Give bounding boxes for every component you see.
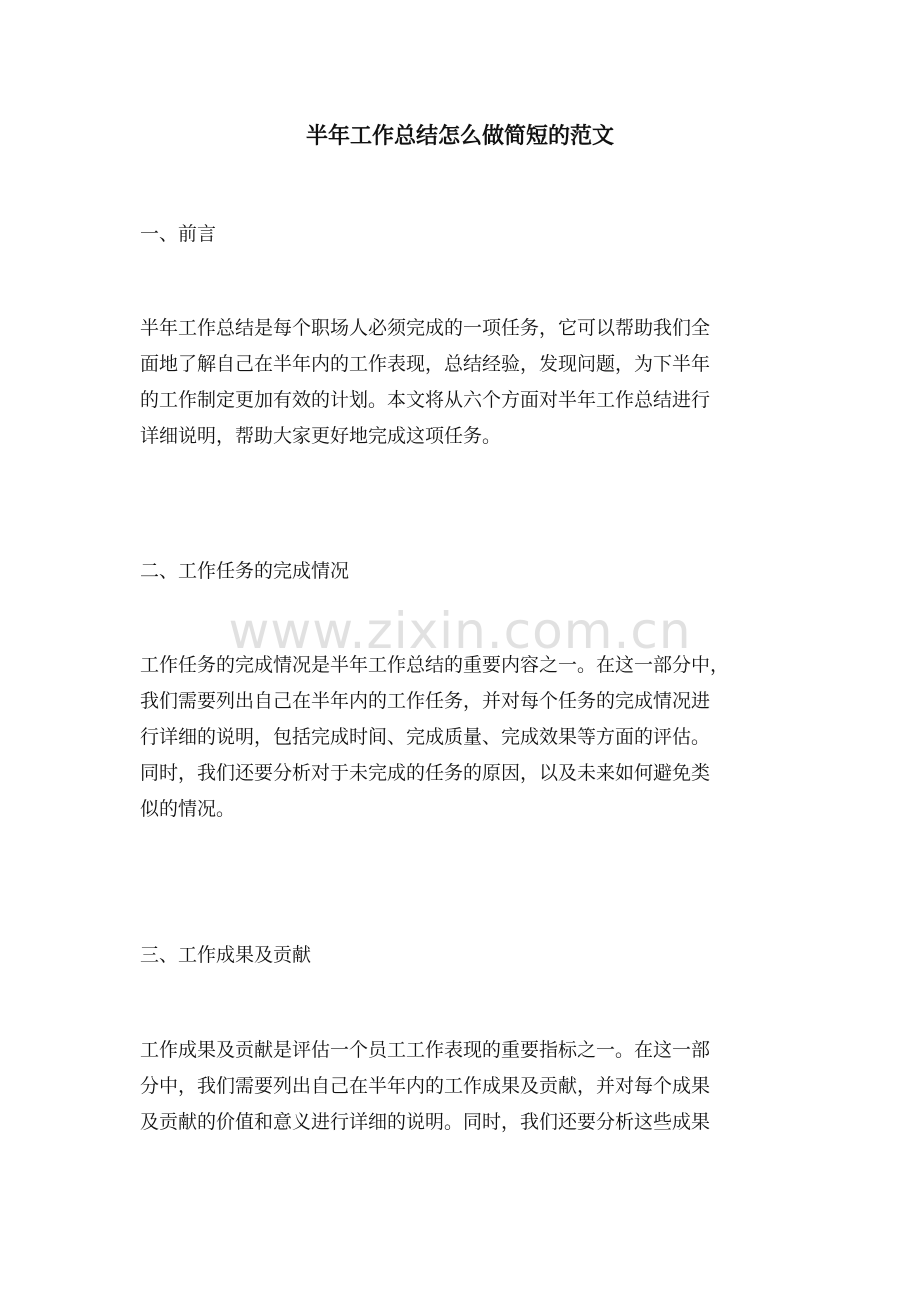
document-title: 半年工作总结怎么做简短的范文 [305,123,614,149]
paragraph-line: 的工作制定更加有效的计划。本文将从六个方面对半年工作总结进行 [140,389,711,411]
section-paragraph-results-contribution [140,1032,790,1140]
paragraph-line: 似的情况。 [140,798,236,820]
paragraph-line: 分中，我们需要列出自己在半年内的工作成果及贡献，并对每个成果 [140,1075,711,1097]
paragraph-line: 半年工作总结是每个职场人必须完成的一项任务，它可以帮助我们全 [140,317,711,339]
paragraph-line: 详细说明，帮助大家更好地完成这项任务。 [140,425,502,447]
paragraph-line: 工作任务的完成情况是半年工作总结的重要内容之一。在这一部分中， [140,654,730,676]
paragraph-line: 同时，我们还要分析对于未完成的任务的原因，以及未来如何避免类 [140,762,711,784]
section-paragraph-preface [140,310,790,454]
watermark-text: www.zixin.com.cn [228,602,692,660]
paragraph-line: 行详细的说明，包括完成时间、完成质量、完成效果等方面的评估。 [140,726,711,748]
paragraph-line: 我们需要列出自己在半年内的工作任务，并对每个任务的完成情况进 [140,690,711,712]
section-heading-task-completion: 二、工作任务的完成情况 [140,560,350,582]
section-heading-results-contribution: 三、工作成果及贡献 [140,944,312,966]
paragraph-line: 面地了解自己在半年内的工作表现，总结经验，发现问题，为下半年 [140,353,711,375]
section-heading-preface: 一、前言 [140,223,217,245]
paragraph-line: 及贡献的价值和意义进行详细的说明。同时，我们还要分析这些成果 [140,1111,711,1133]
section-paragraph-task-completion [140,647,790,827]
paragraph-line: 工作成果及贡献是评估一个员工工作表现的重要指标之一。在这一部 [140,1039,711,1061]
